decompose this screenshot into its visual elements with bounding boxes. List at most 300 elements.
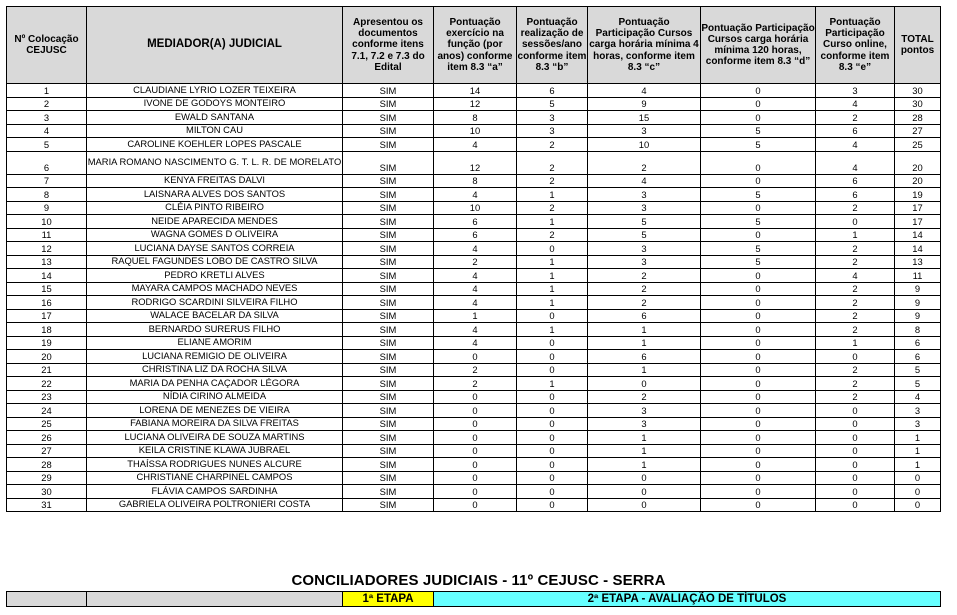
- documents-cell: SIM: [343, 151, 434, 174]
- score-e-cell: 2: [816, 282, 895, 296]
- table-row: [7, 215, 941, 229]
- total-cell: 20: [895, 151, 941, 174]
- documents-cell: SIM: [343, 255, 434, 269]
- score-e-cell: 1: [816, 336, 895, 350]
- score-c-cell: 1: [588, 363, 701, 377]
- table-row: [7, 336, 941, 350]
- total-cell: 9: [895, 309, 941, 323]
- position-cell: 23: [7, 390, 87, 404]
- score-c-cell: 0: [588, 471, 701, 485]
- table-row: [7, 363, 941, 377]
- score-b-cell: 0: [517, 350, 588, 364]
- section-title: CONCILIADORES JUDICIAIS - 11º CEJUSC - SERRA: [291, 572, 666, 589]
- score-e-cell: 0: [816, 485, 895, 499]
- documents-cell: SIM: [343, 377, 434, 391]
- stage2-label: 2ª ETAPA - AVALIAÇÃO DE TÍTULOS: [434, 592, 941, 607]
- header-score-a: Pontuação exercício na função (por anos) conforme item 8.3 “a”: [434, 7, 517, 84]
- total-cell: 19: [895, 188, 941, 202]
- mediator-name-cell: KEILA CRISTINE KLAWA JUBRAEL: [87, 444, 343, 458]
- mediator-name-cell: EWALD SANTANA: [87, 111, 343, 125]
- score-b-cell: 2: [517, 138, 588, 152]
- score-e-cell: 1: [816, 228, 895, 242]
- table-row: [7, 485, 941, 499]
- mediator-name-cell: LUCIANA DAYSE SANTOS CORREIA: [87, 242, 343, 256]
- score-c-cell: 1: [588, 458, 701, 472]
- score-b-cell: 0: [517, 390, 588, 404]
- mediator-name-cell: MARIA DA PENHA CAÇADOR LÉGORA: [87, 377, 343, 391]
- score-d-cell: 0: [701, 458, 816, 472]
- score-c-cell: 1: [588, 323, 701, 337]
- score-c-cell: 2: [588, 296, 701, 310]
- score-c-cell: 6: [588, 309, 701, 323]
- conciliators-table-header: [6, 591, 941, 607]
- total-cell: 9: [895, 296, 941, 310]
- score-b-cell: 0: [517, 417, 588, 431]
- total-cell: 5: [895, 363, 941, 377]
- score-d-cell: 0: [701, 282, 816, 296]
- header-mediator: MEDIADOR(A) JUDICIAL: [87, 7, 343, 84]
- position-cell: 9: [7, 201, 87, 215]
- total-cell: 3: [895, 417, 941, 431]
- score-e-cell: 4: [816, 269, 895, 283]
- table-row: [7, 255, 941, 269]
- table-row: [7, 201, 941, 215]
- table-row: [7, 350, 941, 364]
- score-a-cell: 2: [434, 363, 517, 377]
- documents-cell: SIM: [343, 350, 434, 364]
- total-cell: 3: [895, 404, 941, 418]
- score-c-cell: 0: [588, 377, 701, 391]
- table-row: [7, 111, 941, 125]
- score-a-cell: 0: [434, 471, 517, 485]
- table-row: [7, 124, 941, 138]
- score-a-cell: 2: [434, 377, 517, 391]
- position-cell: 31: [7, 498, 87, 512]
- score-a-cell: 4: [434, 282, 517, 296]
- score-d-cell: 0: [701, 498, 816, 512]
- header-position: Nº Colocação CEJUSC: [7, 7, 87, 84]
- documents-cell: SIM: [343, 471, 434, 485]
- table-row: [7, 97, 941, 111]
- total-cell: 1: [895, 458, 941, 472]
- total-cell: 5: [895, 377, 941, 391]
- score-c-cell: 6: [588, 350, 701, 364]
- mediator-name-cell: BERNARDO SURERUS FILHO: [87, 323, 343, 337]
- score-d-cell: 0: [701, 485, 816, 499]
- position-cell: 16: [7, 296, 87, 310]
- total-cell: 4: [895, 390, 941, 404]
- position-cell: 7: [7, 174, 87, 188]
- score-b-cell: 0: [517, 431, 588, 445]
- score-a-cell: 0: [434, 390, 517, 404]
- documents-cell: SIM: [343, 84, 434, 98]
- score-e-cell: 0: [816, 431, 895, 445]
- score-b-cell: 2: [517, 174, 588, 188]
- documents-cell: SIM: [343, 188, 434, 202]
- score-a-cell: 6: [434, 228, 517, 242]
- position-cell: 30: [7, 485, 87, 499]
- position-cell: 25: [7, 417, 87, 431]
- score-b-cell: 6: [517, 84, 588, 98]
- position-cell: 18: [7, 323, 87, 337]
- score-e-cell: 6: [816, 188, 895, 202]
- documents-cell: SIM: [343, 485, 434, 499]
- total-cell: 14: [895, 228, 941, 242]
- score-c-cell: 3: [588, 255, 701, 269]
- score-d-cell: 0: [701, 228, 816, 242]
- score-a-cell: 12: [434, 97, 517, 111]
- table-row: [7, 458, 941, 472]
- position-cell: 12: [7, 242, 87, 256]
- position-cell: 6: [7, 151, 87, 174]
- header-score-b: Pontuação realização de sessões/ano conforme item 8.3 “b”: [517, 7, 588, 84]
- score-b-cell: 0: [517, 363, 588, 377]
- header-score-d: Pontuação Participação Cursos carga horária mínima 120 horas, conforme item 8.3 “d”: [701, 7, 816, 84]
- table-row: [7, 471, 941, 485]
- score-e-cell: 4: [816, 138, 895, 152]
- score-c-cell: 1: [588, 444, 701, 458]
- score-c-cell: 4: [588, 84, 701, 98]
- mediator-name-cell: CLAUDIANE LYRIO LOZER TEIXEIRA: [87, 84, 343, 98]
- score-b-cell: 1: [517, 282, 588, 296]
- score-a-cell: 0: [434, 498, 517, 512]
- score-d-cell: 0: [701, 309, 816, 323]
- score-e-cell: 3: [816, 84, 895, 98]
- score-e-cell: 2: [816, 309, 895, 323]
- documents-cell: SIM: [343, 242, 434, 256]
- total-cell: 28: [895, 111, 941, 125]
- mediator-name-cell: KENYA FREITAS DALVI: [87, 174, 343, 188]
- position-cell: 2: [7, 97, 87, 111]
- score-c-cell: 3: [588, 188, 701, 202]
- table-row: [7, 174, 941, 188]
- position-cell: 14: [7, 269, 87, 283]
- score-d-cell: 0: [701, 444, 816, 458]
- score-d-cell: 0: [701, 151, 816, 174]
- header-documents: Apresentou os documentos conforme itens 7.1, 7.2 e 7.3 do Edital: [343, 7, 434, 84]
- score-d-cell: 0: [701, 377, 816, 391]
- score-e-cell: 4: [816, 151, 895, 174]
- mediator-name-cell: THAÍSSA RODRIGUES NUNES ALCURE: [87, 458, 343, 472]
- total-cell: 9: [895, 282, 941, 296]
- score-c-cell: 10: [588, 138, 701, 152]
- table-row: [7, 444, 941, 458]
- position-cell: 11: [7, 228, 87, 242]
- stage-header-row: [7, 592, 941, 607]
- documents-cell: SIM: [343, 174, 434, 188]
- mediator-name-cell: GABRIELA OLIVEIRA POLTRONIERI COSTA: [87, 498, 343, 512]
- position-cell: 21: [7, 363, 87, 377]
- table-row: [7, 309, 941, 323]
- score-e-cell: 2: [816, 201, 895, 215]
- score-b-cell: 2: [517, 201, 588, 215]
- score-c-cell: 2: [588, 151, 701, 174]
- score-e-cell: 2: [816, 296, 895, 310]
- documents-cell: SIM: [343, 309, 434, 323]
- score-e-cell: 0: [816, 458, 895, 472]
- documents-cell: SIM: [343, 363, 434, 377]
- mediator-name-cell: FABIANA MOREIRA DA SILVA FREITAS: [87, 417, 343, 431]
- table-row: [7, 377, 941, 391]
- position-cell: 5: [7, 138, 87, 152]
- position-cell: 4: [7, 124, 87, 138]
- documents-cell: SIM: [343, 390, 434, 404]
- total-cell: 0: [895, 471, 941, 485]
- score-a-cell: 10: [434, 124, 517, 138]
- score-e-cell: 2: [816, 377, 895, 391]
- score-e-cell: 0: [816, 417, 895, 431]
- mediator-name-cell: MILTON CAU: [87, 124, 343, 138]
- position-cell: 26: [7, 431, 87, 445]
- total-cell: 11: [895, 269, 941, 283]
- score-c-cell: 3: [588, 124, 701, 138]
- total-cell: 0: [895, 498, 941, 512]
- mediator-name-cell: RAQUEL FAGUNDES LOBO DE CASTRO SILVA: [87, 255, 343, 269]
- score-e-cell: 2: [816, 390, 895, 404]
- table-row: [7, 228, 941, 242]
- score-a-cell: 4: [434, 242, 517, 256]
- score-d-cell: 5: [701, 138, 816, 152]
- documents-cell: SIM: [343, 323, 434, 337]
- score-b-cell: 0: [517, 458, 588, 472]
- score-d-cell: 0: [701, 431, 816, 445]
- score-e-cell: 0: [816, 444, 895, 458]
- score-e-cell: 0: [816, 498, 895, 512]
- mediator-name-cell: LORENA DE MENEZES DE VIEIRA: [87, 404, 343, 418]
- position-cell: 8: [7, 188, 87, 202]
- score-c-cell: 3: [588, 242, 701, 256]
- documents-cell: SIM: [343, 498, 434, 512]
- score-d-cell: 0: [701, 404, 816, 418]
- mediator-name-cell: WALACE BACELAR DA SILVA: [87, 309, 343, 323]
- score-e-cell: 2: [816, 111, 895, 125]
- position-cell: 29: [7, 471, 87, 485]
- score-d-cell: 0: [701, 97, 816, 111]
- documents-cell: SIM: [343, 215, 434, 229]
- score-c-cell: 0: [588, 485, 701, 499]
- header-score-c: Pontuação Participação Cursos carga horária mínima 4 horas, conforme item 8.3 “c”: [588, 7, 701, 84]
- score-a-cell: 4: [434, 269, 517, 283]
- score-a-cell: 8: [434, 111, 517, 125]
- mediator-name-cell: MAYARA CAMPOS MACHADO NEVES: [87, 282, 343, 296]
- score-a-cell: 0: [434, 350, 517, 364]
- documents-cell: SIM: [343, 296, 434, 310]
- score-b-cell: 1: [517, 188, 588, 202]
- table-row: [7, 296, 941, 310]
- total-cell: 13: [895, 255, 941, 269]
- score-b-cell: 2: [517, 151, 588, 174]
- total-cell: 30: [895, 84, 941, 98]
- total-cell: 1: [895, 444, 941, 458]
- score-e-cell: 2: [816, 242, 895, 256]
- position-cell: 1: [7, 84, 87, 98]
- score-b-cell: 3: [517, 111, 588, 125]
- score-b-cell: 1: [517, 296, 588, 310]
- table-row: [7, 431, 941, 445]
- score-e-cell: 2: [816, 255, 895, 269]
- score-b-cell: 1: [517, 215, 588, 229]
- stage-blank-cell: [7, 592, 87, 607]
- score-d-cell: 5: [701, 215, 816, 229]
- total-cell: 20: [895, 174, 941, 188]
- score-e-cell: 2: [816, 323, 895, 337]
- mediator-name-cell: LUCIANA REMIGIO DE OLIVEIRA: [87, 350, 343, 364]
- score-b-cell: 0: [517, 498, 588, 512]
- score-a-cell: 8: [434, 174, 517, 188]
- mediator-name-cell: CHRISTINA LIZ DA ROCHA SILVA: [87, 363, 343, 377]
- score-d-cell: 0: [701, 323, 816, 337]
- score-a-cell: 4: [434, 138, 517, 152]
- mediator-name-cell: CLÉIA PINTO RIBEIRO: [87, 201, 343, 215]
- score-e-cell: 0: [816, 471, 895, 485]
- score-a-cell: 4: [434, 188, 517, 202]
- score-d-cell: 0: [701, 84, 816, 98]
- score-c-cell: 5: [588, 228, 701, 242]
- score-b-cell: 3: [517, 124, 588, 138]
- score-b-cell: 5: [517, 97, 588, 111]
- documents-cell: SIM: [343, 228, 434, 242]
- score-d-cell: 0: [701, 111, 816, 125]
- position-cell: 10: [7, 215, 87, 229]
- table-row: [7, 404, 941, 418]
- score-c-cell: 0: [588, 498, 701, 512]
- total-cell: 0: [895, 485, 941, 499]
- score-b-cell: 2: [517, 228, 588, 242]
- documents-cell: SIM: [343, 138, 434, 152]
- mediator-name-cell: FLÁVIA CAMPOS SARDINHA: [87, 485, 343, 499]
- score-c-cell: 1: [588, 336, 701, 350]
- score-d-cell: 0: [701, 390, 816, 404]
- stage-blank-cell: [87, 592, 343, 607]
- documents-cell: SIM: [343, 404, 434, 418]
- mediator-name-cell: CAROLINE KOEHLER LOPES PASCALE: [87, 138, 343, 152]
- table-row: [7, 242, 941, 256]
- position-cell: 28: [7, 458, 87, 472]
- table-row: [7, 390, 941, 404]
- score-d-cell: 0: [701, 336, 816, 350]
- position-cell: 24: [7, 404, 87, 418]
- mediator-name-cell: NEIDE APARECIDA MENDES: [87, 215, 343, 229]
- score-b-cell: 0: [517, 444, 588, 458]
- table-header-row: [7, 7, 941, 84]
- score-a-cell: 4: [434, 296, 517, 310]
- total-cell: 17: [895, 201, 941, 215]
- score-a-cell: 2: [434, 255, 517, 269]
- documents-cell: SIM: [343, 282, 434, 296]
- table-row: [7, 498, 941, 512]
- table-row: [7, 188, 941, 202]
- mediator-name-cell: LAISNARA ALVES DOS SANTOS: [87, 188, 343, 202]
- score-b-cell: 1: [517, 377, 588, 391]
- total-cell: 17: [895, 215, 941, 229]
- score-a-cell: 0: [434, 458, 517, 472]
- score-b-cell: 1: [517, 255, 588, 269]
- score-a-cell: 4: [434, 336, 517, 350]
- documents-cell: SIM: [343, 97, 434, 111]
- table-row: [7, 138, 941, 152]
- score-d-cell: 0: [701, 174, 816, 188]
- table-row: [7, 269, 941, 283]
- mediators-ranking-table: [6, 6, 941, 512]
- position-cell: 15: [7, 282, 87, 296]
- score-b-cell: 0: [517, 471, 588, 485]
- score-a-cell: 1: [434, 309, 517, 323]
- stage1-label: 1ª ETAPA: [343, 592, 434, 607]
- score-d-cell: 0: [701, 363, 816, 377]
- mediator-name-cell: IVONE DE GODOYS MONTEIRO: [87, 97, 343, 111]
- score-b-cell: 0: [517, 309, 588, 323]
- score-b-cell: 1: [517, 323, 588, 337]
- score-a-cell: 0: [434, 404, 517, 418]
- mediator-name-cell: MARIA ROMANO NASCIMENTO G. T. L. R. DE MORELATO: [87, 151, 343, 174]
- score-b-cell: 0: [517, 485, 588, 499]
- position-cell: 3: [7, 111, 87, 125]
- header-total: TOTAL pontos: [895, 7, 941, 84]
- score-c-cell: 3: [588, 417, 701, 431]
- score-c-cell: 3: [588, 201, 701, 215]
- score-d-cell: 0: [701, 201, 816, 215]
- documents-cell: SIM: [343, 124, 434, 138]
- table-row: [7, 84, 941, 98]
- position-cell: 17: [7, 309, 87, 323]
- total-cell: 1: [895, 431, 941, 445]
- score-a-cell: 0: [434, 485, 517, 499]
- score-d-cell: 0: [701, 417, 816, 431]
- score-d-cell: 5: [701, 255, 816, 269]
- score-e-cell: 6: [816, 174, 895, 188]
- table-row: [7, 417, 941, 431]
- score-b-cell: 1: [517, 269, 588, 283]
- score-c-cell: 4: [588, 174, 701, 188]
- score-a-cell: 12: [434, 151, 517, 174]
- score-d-cell: 5: [701, 242, 816, 256]
- score-a-cell: 4: [434, 323, 517, 337]
- documents-cell: SIM: [343, 111, 434, 125]
- score-b-cell: 0: [517, 336, 588, 350]
- score-c-cell: 9: [588, 97, 701, 111]
- score-d-cell: 5: [701, 188, 816, 202]
- total-cell: 14: [895, 242, 941, 256]
- score-e-cell: 0: [816, 404, 895, 418]
- score-a-cell: 6: [434, 215, 517, 229]
- documents-cell: SIM: [343, 458, 434, 472]
- table-row: [7, 151, 941, 174]
- documents-cell: SIM: [343, 417, 434, 431]
- score-c-cell: 15: [588, 111, 701, 125]
- score-b-cell: 0: [517, 242, 588, 256]
- score-b-cell: 0: [517, 404, 588, 418]
- position-cell: 19: [7, 336, 87, 350]
- score-c-cell: 2: [588, 269, 701, 283]
- total-cell: 8: [895, 323, 941, 337]
- documents-cell: SIM: [343, 269, 434, 283]
- score-c-cell: 3: [588, 404, 701, 418]
- position-cell: 20: [7, 350, 87, 364]
- score-a-cell: 0: [434, 417, 517, 431]
- score-a-cell: 10: [434, 201, 517, 215]
- score-d-cell: 0: [701, 471, 816, 485]
- mediator-name-cell: LUCIANA OLIVEIRA DE SOUZA MARTINS: [87, 431, 343, 445]
- mediator-name-cell: NÍDIA CIRINO ALMEIDA: [87, 390, 343, 404]
- score-c-cell: 5: [588, 215, 701, 229]
- score-d-cell: 0: [701, 269, 816, 283]
- documents-cell: SIM: [343, 444, 434, 458]
- score-d-cell: 0: [701, 350, 816, 364]
- score-d-cell: 5: [701, 124, 816, 138]
- score-c-cell: 2: [588, 282, 701, 296]
- documents-cell: SIM: [343, 431, 434, 445]
- score-d-cell: 0: [701, 296, 816, 310]
